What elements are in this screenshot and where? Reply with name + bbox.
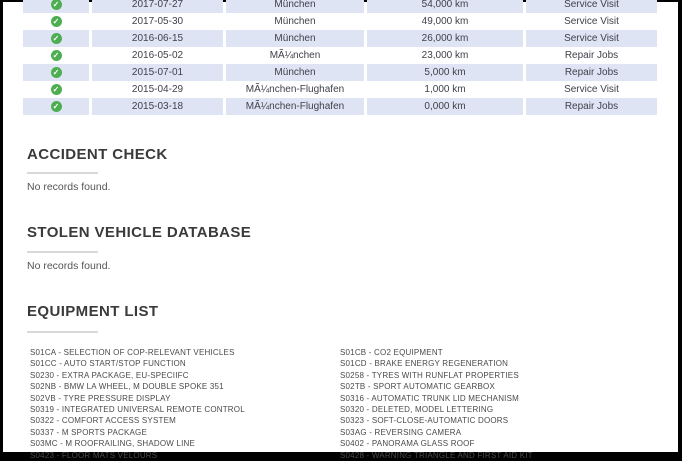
status-cell <box>23 64 89 81</box>
equipment-item: S02VB - TYRE PRESSURE DISPLAY <box>30 393 171 403</box>
location-cell: München <box>226 0 364 13</box>
equipment-item: S03AG - REVERSING CAMERA <box>340 427 462 437</box>
equipment-item: S0323 - SOFT-CLOSE-AUTOMATIC DOORS <box>340 416 509 426</box>
table-row <box>23 64 657 81</box>
equipment-item: S01CA - SELECTION OF COP-RELEVANT VEHICLES <box>30 348 235 357</box>
type-cell: Repair Jobs <box>526 64 657 81</box>
equipment-item: S01CC - AUTO START/STOP FUNCTION <box>30 359 186 369</box>
table-row <box>23 98 657 115</box>
heading-divider <box>27 331 98 333</box>
date-cell: 2017-05-30 <box>131 16 184 27</box>
heading-divider <box>27 172 98 174</box>
table-row <box>23 0 657 13</box>
stolen-vehicle-heading: STOLEN VEHICLE DATABASE <box>27 224 252 241</box>
stolen-vehicle-status-text: No records found. <box>27 260 111 272</box>
date-cell: 2015-04-29 <box>131 84 184 95</box>
equipment-item: S0316 - AUTOMATIC TRUNK LID MECHANISM <box>340 393 519 403</box>
equipment-item: S0337 - M SPORTS PACKAGE <box>30 427 147 437</box>
type-cell: Service Visit <box>526 0 657 13</box>
mileage-cell: 5,000 km <box>367 64 523 81</box>
location-cell: MÃ¼nchen-Flughafen <box>226 98 364 115</box>
status-cell <box>23 30 89 47</box>
service-history-table-wrap <box>20 0 660 115</box>
equipment-item: S0428 - WARNING TRIANGLE AND FIRST AID KIT <box>340 450 533 460</box>
type-cell: Repair Jobs <box>564 50 619 61</box>
location-cell: MÃ¼nchen-Flughafen <box>245 84 345 95</box>
equipment-item: S02TB - SPORT AUTOMATIC GEARBOX <box>340 382 495 392</box>
equipment-list-heading: EQUIPMENT LIST <box>27 303 159 320</box>
equipment-item: S01CD - BRAKE ENERGY REGENERATION <box>340 359 509 369</box>
equipment-item: S0258 - TYRES WITH RUNFLAT PROPERTIES <box>340 370 519 380</box>
equipment-item: S0423 - FLOOR MATS VELOURS <box>30 450 158 460</box>
equipment-item: S0320 - DELETED, MODEL LETTERING <box>340 405 494 415</box>
equipment-column-right <box>340 347 650 461</box>
table-row <box>23 47 657 64</box>
mileage-cell: 54,000 km <box>367 0 523 13</box>
status-cell <box>23 98 89 115</box>
mileage-cell: 26,000 km <box>367 30 523 47</box>
date-cell: 2015-03-18 <box>92 98 223 115</box>
heading-divider <box>27 251 98 253</box>
equipment-item: S02NB - BMW LA WHEEL, M DOUBLE SPOKE 351 <box>30 382 224 392</box>
status-cell <box>23 0 89 13</box>
date-cell: 2015-07-01 <box>92 64 223 81</box>
location-cell: MÃ¼nchen <box>269 50 321 61</box>
type-cell: Repair Jobs <box>526 98 657 115</box>
status-cell <box>23 47 89 64</box>
equipment-item: S03MC - M ROOFRAILING, SHADOW LINE <box>30 439 196 449</box>
type-cell: Service Visit <box>564 16 619 27</box>
date-cell: 2017-07-27 <box>92 0 223 13</box>
accident-check-heading: ACCIDENT CHECK <box>27 146 168 163</box>
check-circle-icon: ✓ <box>51 101 62 112</box>
equipment-item: S01CB - CO2 EQUIPMENT <box>340 348 443 357</box>
service-history-table <box>20 0 660 115</box>
location-cell: München <box>274 16 316 27</box>
service-history-body <box>23 0 657 115</box>
check-circle-icon: ✓ <box>51 84 62 95</box>
status-cell <box>23 13 89 30</box>
equipment-item: S0322 - COMFORT ACCESS SYSTEM <box>30 416 176 426</box>
check-circle-icon: ✓ <box>51 16 62 27</box>
equipment-list <box>30 347 658 461</box>
type-cell: Service Visit <box>564 84 619 95</box>
table-row <box>23 13 657 30</box>
check-circle-icon: ✓ <box>51 67 62 78</box>
equipment-item: S0402 - PANORAMA GLASS ROOF <box>340 439 475 449</box>
equipment-item: S0230 - EXTRA PACKAGE, EU-SPECIIFC <box>30 370 189 380</box>
mileage-cell: 0,000 km <box>367 98 523 115</box>
equipment-column-left <box>30 347 340 461</box>
equipment-item: S0319 - INTEGRATED UNIVERSAL REMOTE CONTROL <box>30 405 245 415</box>
mileage-cell: 1,000 km <box>424 84 466 95</box>
mileage-cell: 49,000 km <box>421 16 469 27</box>
report-page <box>3 0 678 460</box>
check-circle-icon: ✓ <box>51 50 62 61</box>
date-cell: 2016-05-02 <box>131 50 184 61</box>
date-cell: 2016-06-15 <box>92 30 223 47</box>
type-cell: Service Visit <box>526 30 657 47</box>
table-row <box>23 81 657 98</box>
status-cell <box>23 81 89 98</box>
location-cell: München <box>226 64 364 81</box>
check-circle-icon: ✓ <box>51 33 62 44</box>
mileage-cell: 23,000 km <box>421 50 469 61</box>
location-cell: München <box>226 30 364 47</box>
check-circle-icon: ✓ <box>51 0 62 10</box>
table-row <box>23 30 657 47</box>
accident-check-status-text: No records found. <box>27 181 111 193</box>
